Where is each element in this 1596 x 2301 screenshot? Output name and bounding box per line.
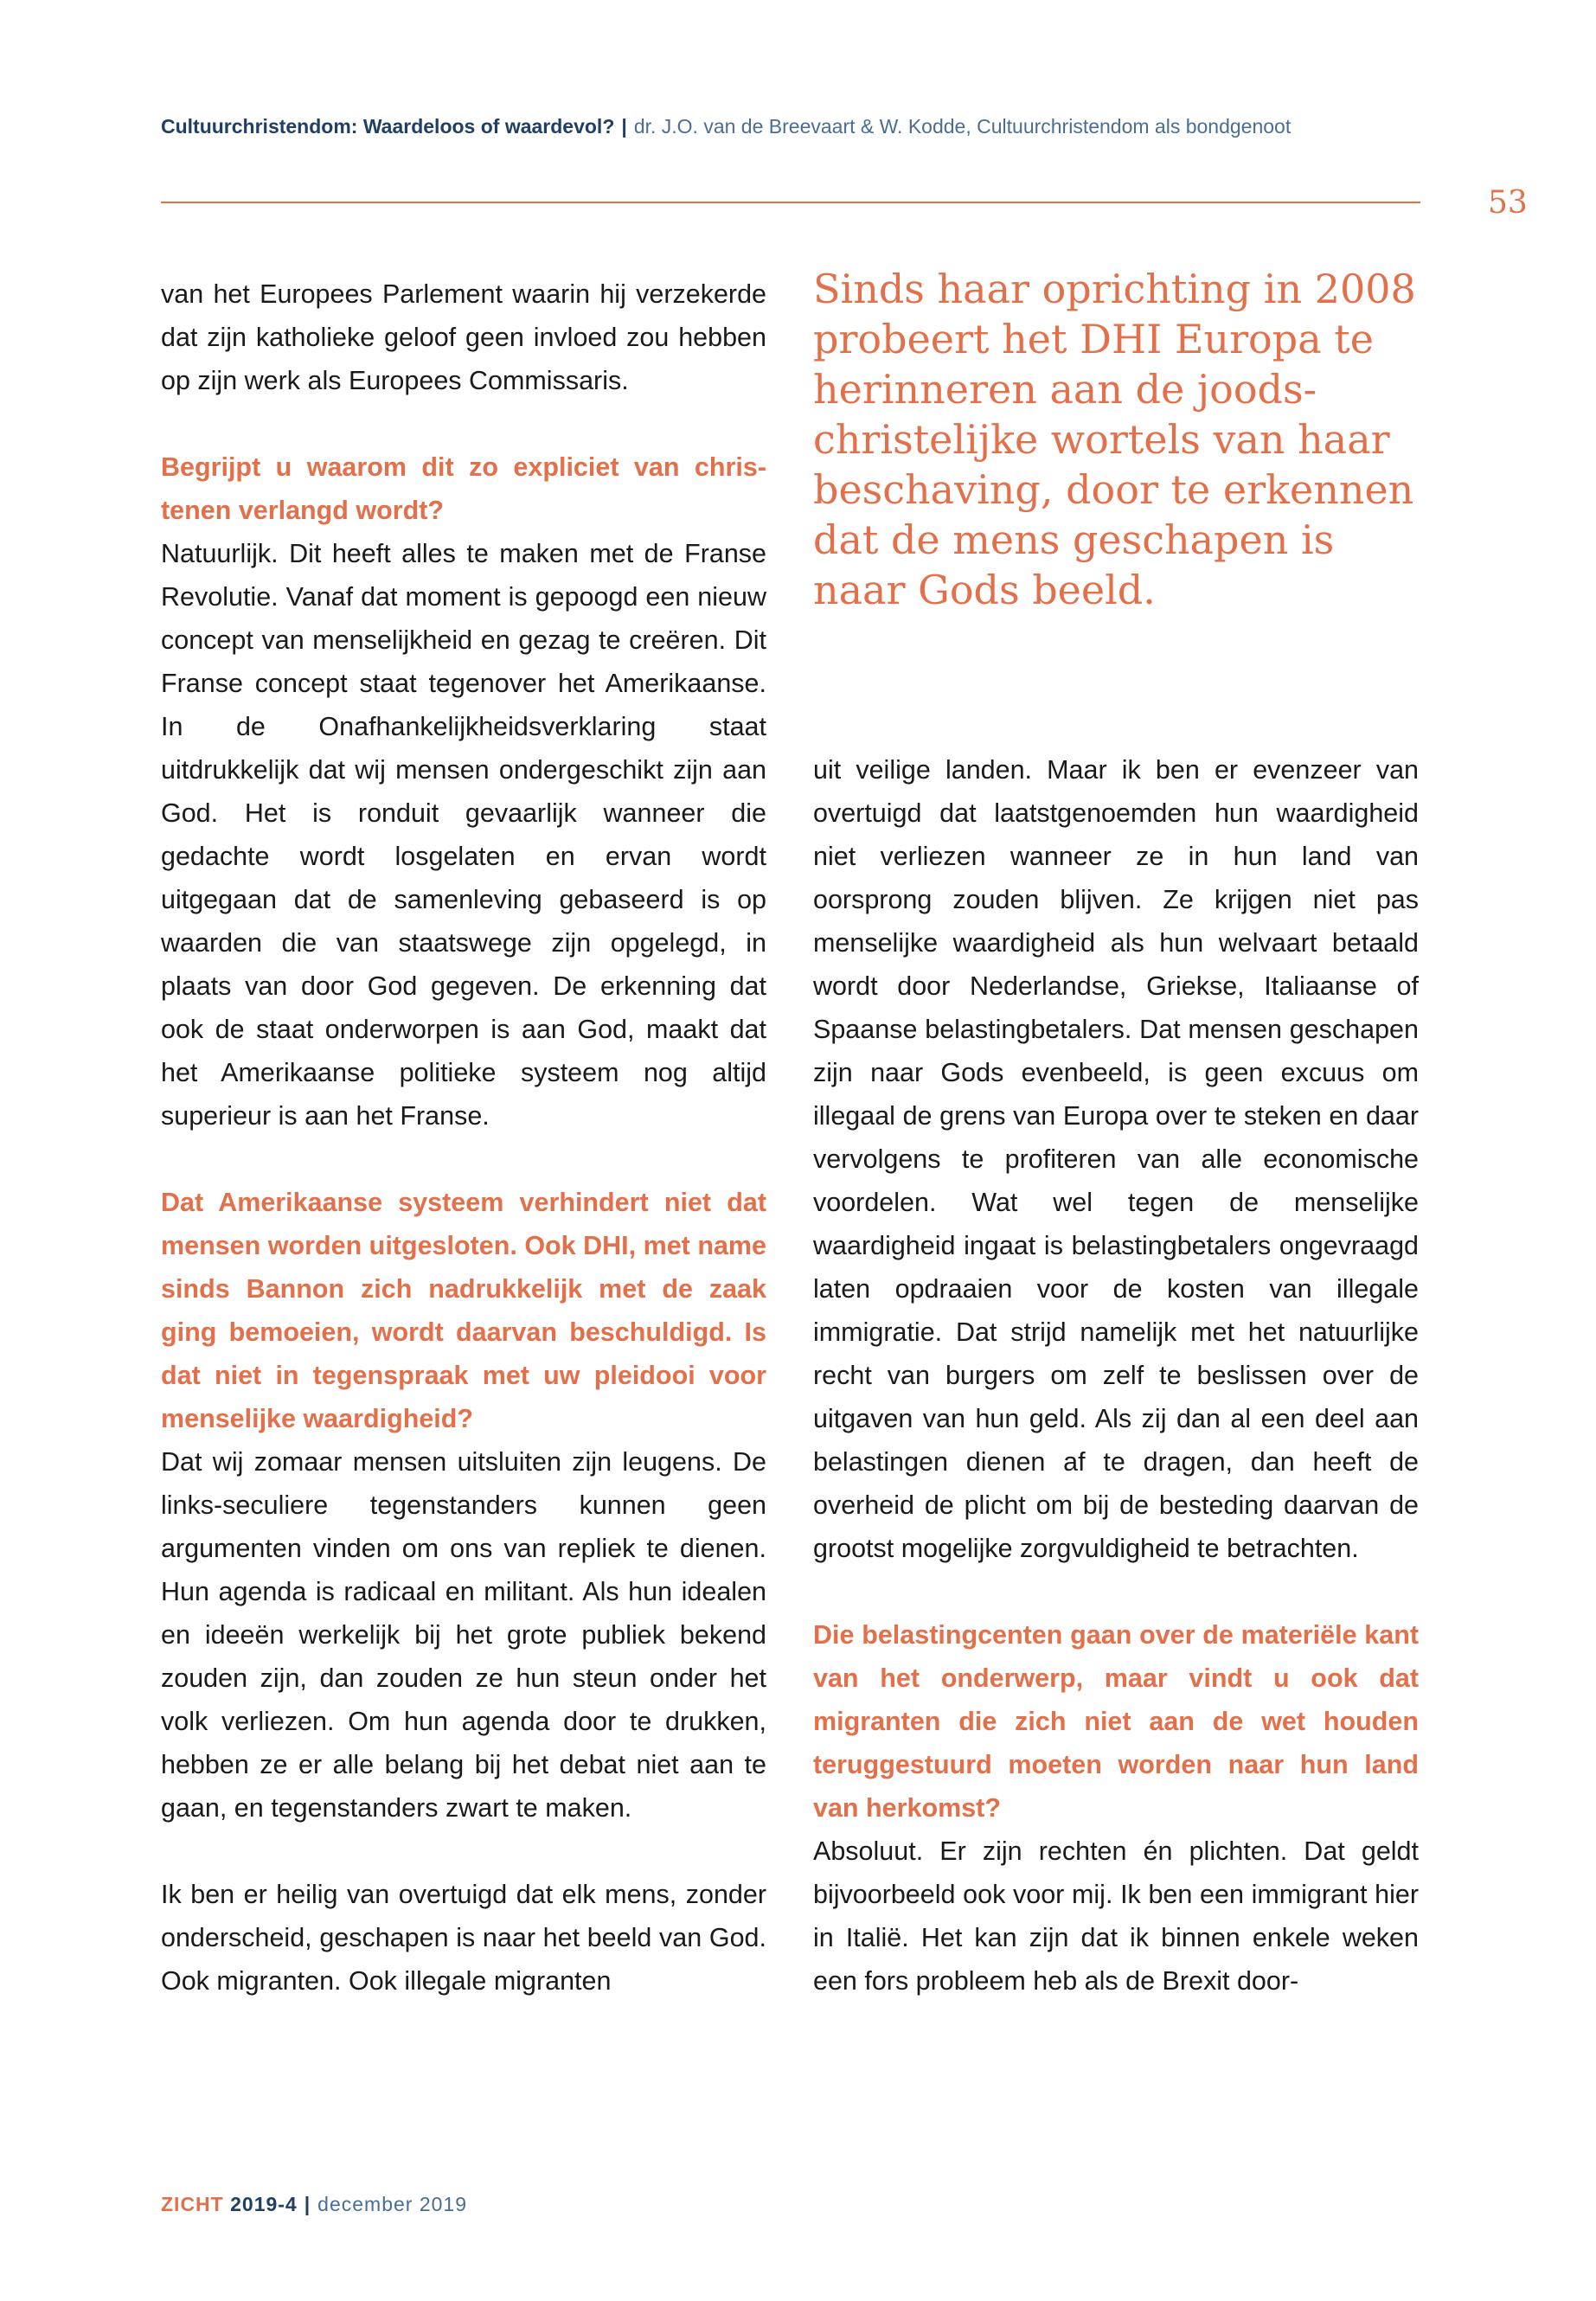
header-rule <box>161 202 1420 203</box>
paragraph: uit veilige landen. Maar ik ben er evenzeer van overtuigd dat laatstgenoemden hun waardigheid niet verliezen wanneer ze in hun land van oorsprong zouden blijven. Ze krijgen niet pas menselijke waardigheid als hun welvaart betaald wordt door Nederlandse, Griekse, Italiaanse of Spaanse belastingbetalers. Dat mensen geschapen zijn naar Gods evenbeeld, is geen excuus om illegaal de grens van Europa over te steken en daar vervolgens te profiteren van alle economische voordelen. Wat wel tegen de menselijke waardigheid ingaat is belastingbetalers ongevraagd laten opdraaien voor de kosten van illegale immigratie. Dat strijd namelijk met het natuurlijke recht van burgers om zelf te beslissen over de uitgaven van hun geld. Als zij dan al een deel aan belastingen dienen af te dragen, dan heeft de overheid de plicht om bij de besteding daarvan de grootst mogelijke zorgvuldigheid te betrachten. <box>813 755 1419 1563</box>
footer-separator: | <box>304 2193 311 2215</box>
interview-question: Begrijpt u waarom dit zo expliciet van christenen verlangd wordt? <box>161 452 766 525</box>
interview-question: Die belastingcenten gaan over de materiële kant van het onderwerp, maar vindt u ook dat migranten die zich niet aan de wet houden teruggestuurd moeten worden naar hun land van herkomst? <box>813 1620 1419 1823</box>
issue-date: december 2019 <box>317 2193 468 2215</box>
paragraph: van het Europees Parlement waarin hij verzekerde dat zijn katholieke geloof geen invloed zou hebben op zijn werk als Europees Commissaris. <box>161 279 766 395</box>
article-authors: dr. J.O. van de Breevaart & W. Kodde, Cultuurchristendom als bondgenoot <box>633 115 1292 138</box>
page-footer <box>161 2190 467 2218</box>
issue-number: 2019-4 <box>230 2193 298 2215</box>
left-column <box>161 272 766 2003</box>
interview-answer: Natuurlijk. Dit heeft alles te maken met de Franse Revolutie. Vanaf dat moment is gepoogd een nieuw concept van menselijkheid en gezag te creëren. Dit Franse concept staat tegenover het Amerikaanse. In de Onafhankelijkheidsverklaring staat uitdrukkelijk dat wij mensen ondergeschikt zijn aan God. Het is ronduit gevaarlijk wanneer die gedachte wordt losgelaten en ervan wordt uitgegaan dat de samenleving gebaseerd is op waarden die van staatswege zijn opgelegd, in plaats van door God gegeven. De erkenning dat ook de staat onderworpen is aan God, maakt dat het Amerikaanse politieke systeem nog altijd superieur is aan het Franse. <box>161 539 766 1131</box>
running-header <box>161 112 1420 140</box>
interview-answer: Dat wij zomaar mensen uitsluiten zijn leugens. De links-seculiere tegenstanders kunnen geen argumenten vinden om ons van repliek te dienen. Hun agenda is radicaal en militant. Als hun idealen en ideeën werkelijk bij het grote publiek bekend zouden zijn, dan zouden ze hun steun onder het volk verliezen. Om hun agenda door te drukken, hebben ze er alle belang bij het debat niet aan te gaan, en tegenstanders zwart te maken. <box>161 1447 766 1823</box>
magazine-name: ZICHT <box>161 2193 224 2215</box>
pull-quote: Sinds haar oprichting in 2008 probeert het DHI Europa te herinneren aan de joods-christelijke wortels van haar beschaving, door te erkennen dat de mens geschapen is naar Gods beeld. <box>813 266 1416 613</box>
series-title: Cultuurchristendom: Waardeloos of waardevol? <box>161 115 615 138</box>
interview-answer: Absoluut. Er zijn rechten én plichten. Dat geldt bijvoorbeeld ook voor mij. Ik ben een immigrant hier in Italië. Het kan zijn dat ik binnen enkele weken een fors probleem heb als de Brexit door- <box>813 1836 1419 1996</box>
paragraph: Ik ben er heilig van overtuigd dat elk mens, zonder onderscheid, geschapen is naar het beeld van God. Ook migranten. Ook illegale migranten <box>161 1880 766 1996</box>
right-column <box>813 748 1419 2003</box>
interview-question: Dat Amerikaanse systeem verhindert niet dat mensen worden uitgesloten. Ook DHI, met name sinds Bannon zich nadrukkelijk met de zaak ging bemoeien, wordt daarvan beschuldigd. Is dat niet in tegenspraak met uw pleidooi voor menselijke waardigheid? <box>161 1188 766 1433</box>
header-separator: | <box>621 115 627 138</box>
page-number: 53 <box>1488 185 1528 221</box>
